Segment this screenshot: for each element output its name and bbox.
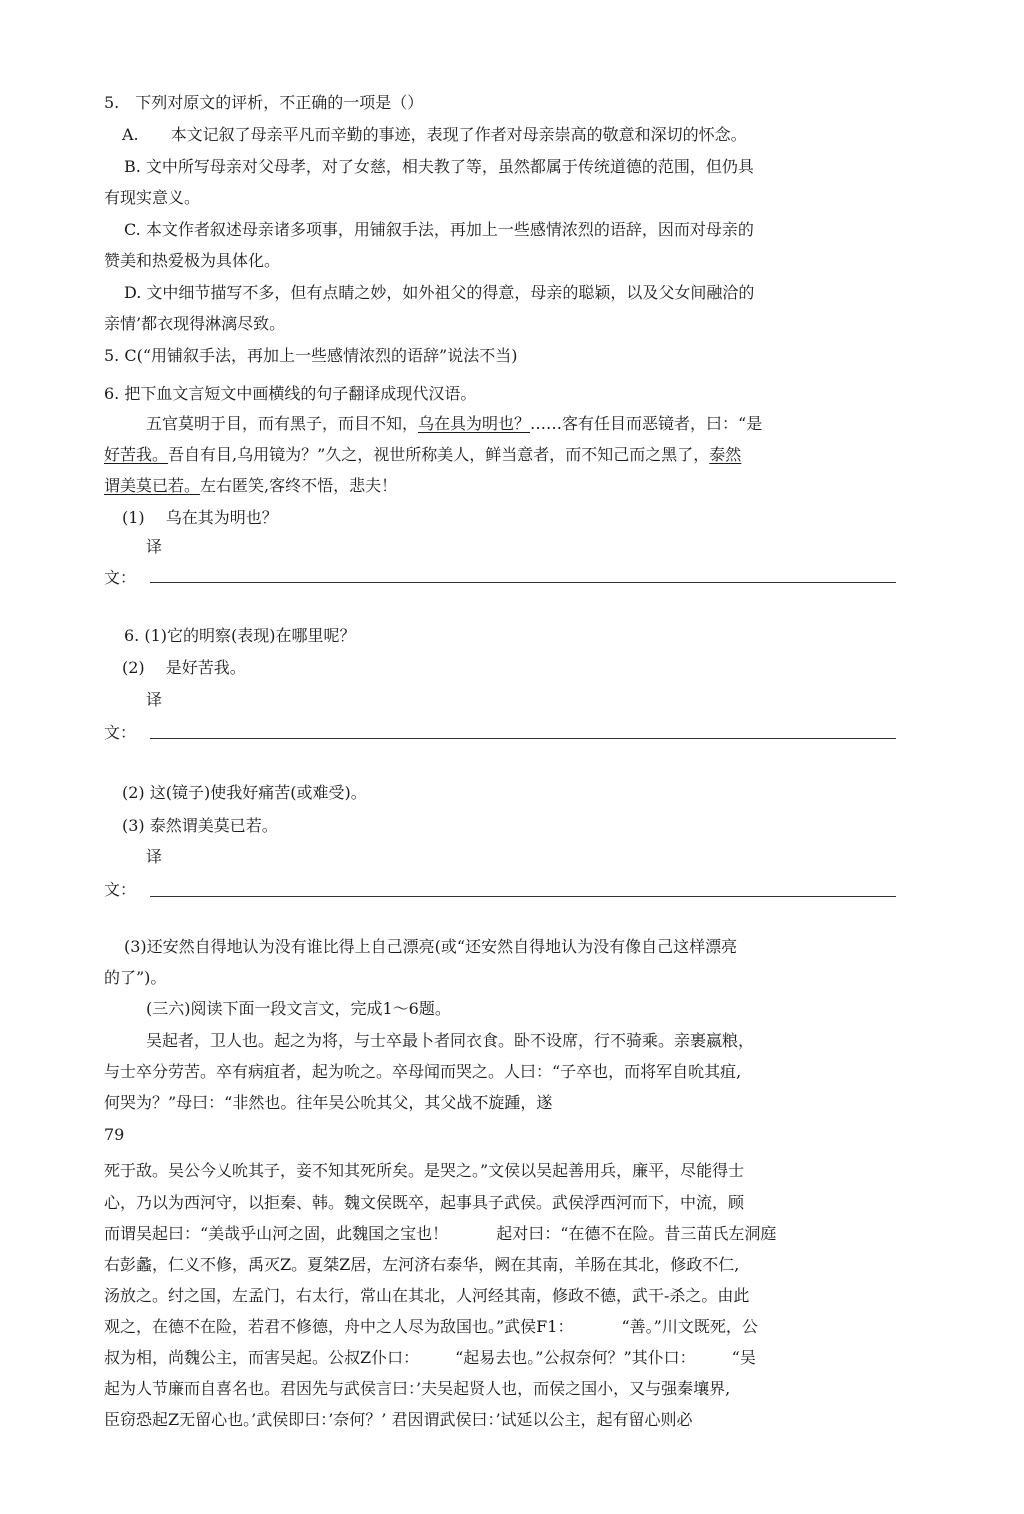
translation-label-3: 译: [146, 847, 163, 866]
underlined-sentence-3-end: 谓美莫已若。: [104, 476, 201, 495]
q36-heading: (三六)阅读下面一段文言文，完成1～6题。: [146, 999, 451, 1018]
underlined-sentence-1: 乌在具为明也？: [418, 414, 531, 433]
q36-line7: 右彭蠡，仁义不修，禹灭Z。夏桀Z居，左河济右泰华，阙在其南，羊肠在其北，修政不仁,: [104, 1255, 740, 1274]
q5-stem: 5. 下列对原文的评析，不正确的一项是（）: [104, 93, 424, 112]
q5-option-c-line1: C. 本文作者叙述母亲诸多项事，用铺叙手法，再加上一些感情浓烈的语辞，因而对母亲的: [124, 220, 754, 239]
underlined-sentence-3-start: 泰然: [709, 445, 742, 464]
q36-line9: [104, 1316, 758, 1338]
translation-label-2-cont: 文：: [104, 723, 137, 742]
q5-option-c-line2: 赞美和热爱极为具体化。: [104, 251, 281, 270]
q6-answer-1: 6. (1)它的明察(表现)在哪里呢？: [124, 626, 356, 645]
q36-line3: 何哭为？”母曰：“非然也。往年吴公吮其父，其父战不旋踵，遂: [104, 1093, 553, 1112]
passage-text: “起易去也。”公叔奈何？”其仆口：: [455, 1348, 696, 1367]
q6-answer-3-line2: 的了”)。: [104, 968, 167, 987]
q36-line8: 汤放之。纣之国，左孟门，右太行，常山在其北，人河经其南，修政不德，武干-杀之。由此: [104, 1286, 750, 1305]
underlined-sentence-2: 好苦我。: [104, 445, 169, 464]
q6-passage-line3: [104, 475, 397, 497]
translation-label-1: 译: [146, 537, 163, 556]
q36-line11: 起为人节廉而自喜名也。君因先与武侯言曰：’夫吴起贤人也，而侯之国小，又与强秦壤界,: [104, 1379, 731, 1398]
page-number: 79: [104, 1125, 125, 1144]
q6-answer-3-line1: (3)还安然自得地认为没有谁比得上自己漂亮(或“还安然自得地认为没有像自己这样漂亮: [124, 937, 738, 956]
q36-line12: 臣窃恐起Z无留心也。’武侯即曰：’奈何？’ 君因谓武侯曰：’试延以公主，起有留心则必: [104, 1410, 693, 1429]
passage-text: 左右匿笑,客终不悟，悲夫！: [200, 476, 398, 495]
q36-line4: 死于敌。吴公今乂吮其子，妾不知其死所矣。是哭之。”文侯以吴起善用兵，廉平，尽能得士: [104, 1161, 745, 1180]
passage-text: ……客有任目而恶镜者，曰：“是: [530, 414, 763, 433]
passage-text: 观之，在德不在险，若君不修德，舟中之人尽为敌国也。”武侯F1：: [104, 1317, 574, 1336]
q5-answer: 5. C(“用铺叙手法，再加上一些感情浓烈的语辞”说法不当): [104, 346, 518, 365]
q36-line2: 与士卒分劳苦。卒有病疽者，起为吮之。卒母闻而哭之。人曰：“子卒也，而将军自吮其疽,: [104, 1062, 742, 1081]
passage-text: 而谓吴起曰：“美哉乎山河之固，此魏国之宝也！: [104, 1224, 449, 1243]
passage-text: 五官莫明于目，而有黑子，而目不知，: [146, 414, 419, 433]
answer-line-1: [150, 582, 896, 583]
passage-text: “善。”川文既死，公: [621, 1317, 758, 1336]
answer-line-2: [150, 738, 896, 739]
q5-option-d-line2: 亲情’都衣现得淋漓尽致。: [104, 314, 286, 333]
q6-sub2: (2) 是好苦我。: [122, 658, 246, 677]
translation-label-1-cont: 文：: [104, 568, 137, 587]
q6-passage-line1: [146, 413, 762, 435]
q6-passage-line2: [104, 444, 741, 466]
answer-line-3: [150, 896, 896, 897]
q36-line1: 吴起者，卫人也。起之为将，与士卒最卜者同衣食。卧不设席，行不骑乘。亲裹嬴粮，: [146, 1031, 755, 1050]
passage-text: 吾自有目,乌用镜为？”久之，视世所称美人，鲜当意者，而不知己而之黑了，: [168, 445, 710, 464]
passage-text: “吴: [731, 1348, 756, 1367]
passage-text: 起对曰：“在德不在险。昔三苗氏左洞庭: [496, 1224, 777, 1243]
q36-line10: [104, 1347, 756, 1369]
q36-line6: [104, 1223, 776, 1245]
translation-label-2: 译: [146, 690, 163, 709]
passage-text: 叔为相，尚魏公主，而害吴起。公叔Z仆口：: [104, 1348, 420, 1367]
q6-sub1: (1) 乌在其为明也？: [122, 508, 278, 527]
q36-line5: 心，乃以为西河守，以拒秦、韩。魏文侯既卒，起事具子武侯。武侯浮西河而下，中流，顾: [104, 1193, 745, 1212]
q5-option-b-line1: B. 文中所写母亲对父母孝，对了女慈，相夫教了等，虽然都属于传统道德的范围，但仍具: [124, 157, 754, 176]
translation-label-3-cont: 文：: [104, 880, 137, 899]
q6-stem: 6. 把下血文言短文中画横线的句子翻译成现代汉语。: [104, 384, 477, 403]
q6-sub3: (3) 泰然谓美莫已若。: [122, 816, 278, 835]
q5-option-a: A. 本文记叙了母亲平凡而辛勤的事迹，表现了作者对母亲崇高的敬意和深切的怀念。: [122, 125, 747, 144]
q5-option-b-line2: 有现实意义。: [104, 188, 201, 207]
q6-answer-2: (2) 这(镜子)使我好痛苦(或难受)。: [122, 783, 367, 802]
q5-option-d-line1: D. 文中细节描写不多，但有点睛之妙，如外祖父的得意，母亲的聪颖，以及父女间融洽的: [124, 283, 755, 302]
